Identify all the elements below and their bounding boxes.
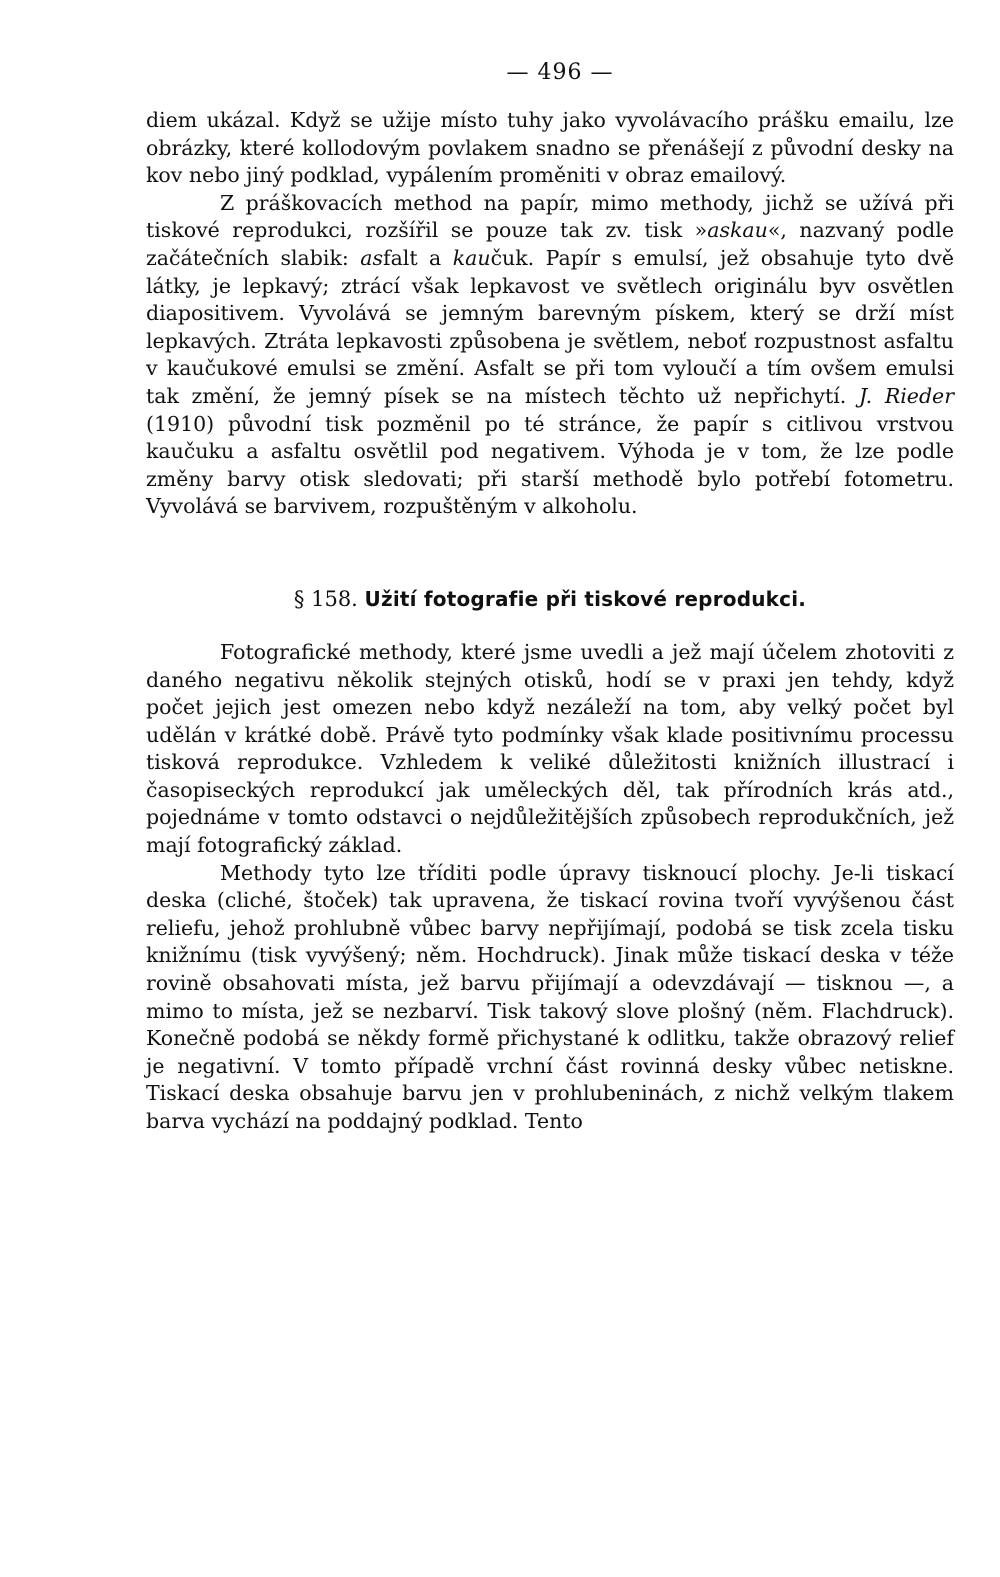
document-page bbox=[146, 60, 954, 1136]
text-run: diem ukázal. Když se užije místo tuhy jako vyvolávacího prášku emailu, lze obrázky, které kollodovým povlakem snadno se přenášejí z původní desky na kov nebo jiný podklad, vypálením proměniti v obraz emailový. bbox=[146, 108, 954, 188]
text-run: (1910) původní tisk pozměnil po té stránce, že papír s citlivou vrstvou kaučuku a asfaltu osvětlil pod negativem. Výhoda je v tom, že lze podle změny barvy otisk sledovati; při starší methodě bylo potřebí fotometru. Vyvolává se barvivem, rozpuštěným v alkoholu. bbox=[146, 411, 954, 519]
text-run: čuk. Papír s emulsí, jež obsahuje tyto dvě látky, je lepkavý; ztrácí však lepkavost ve světlech originálu byv osvětlen diapositivem. Vyvolává se jemným barevným pískem, který se drží míst lepkavých. Ztráta lepkavosti způsobena je světlem, neboť rozpustnost asfaltu v kaučukové emulsi se změní. Asfalt se při tom vyloučí a tím ovšem emulsi tak změní, že jemný písek se na místech těchto už nepřichytí. bbox=[146, 245, 954, 408]
body-after-section bbox=[146, 639, 954, 1136]
section-title: Užití fotografie při tiskové reprodukci. bbox=[364, 586, 807, 611]
italic-run: askau bbox=[707, 218, 768, 243]
italic-run: as bbox=[360, 245, 383, 270]
paragraph-1 bbox=[146, 107, 954, 190]
paragraph-2 bbox=[146, 190, 954, 521]
text-run: falt a bbox=[382, 245, 453, 270]
page-number: — 496 — bbox=[506, 60, 614, 85]
italic-run: kau bbox=[452, 245, 491, 270]
italic-run: J. Rieder bbox=[859, 383, 954, 408]
text-run: Methody tyto lze tříditi podle úpravy tisknoucí plochy. Je-li tiskací deska (cliché, štoček) tak upravena, že tiskací rovina tvoří vyvýšenou část reliefu, jehož prohlubně vůbec barvy nepřijímají, podobá se tisk zcela tisku knižnímu (tisk vyvýšený; něm. Hochdruck). Jinak může tiskací deska v téže rovině obsahovati místa, jež barvu přijímají a odevzdávají — tisknou —, a mimo to místa, jež se nezbarví. Tisk takový slove plošný (něm. Flachdruck). Konečně podobá se někdy formě přichystané k odlitku, takže obrazový relief je negativní. V tomto případě vrchní část rovinná desky vůbec netiskne. Tiskací deska obsahuje barvu jen v prohlubeninách, z nichž velkým tlakem barva vychází na poddajný podklad. Tento bbox=[146, 860, 954, 1133]
paragraph-4 bbox=[146, 860, 954, 1136]
body-before-section bbox=[146, 107, 954, 521]
paragraph-3 bbox=[146, 639, 954, 860]
text-run: «, nazvaný podle začátečních slabik: bbox=[146, 218, 954, 270]
section-number: § 158. bbox=[293, 586, 358, 611]
text-run: Fotografické methody, které jsme uvedli a jež mají účelem zhotoviti z daného negativu několik stejných otisků, hodí se v praxi jen tehdy, když počet jejich jest omezen nebo když nezáleží na tom, aby velký počet byl udělán v krátké době. Právě tyto podmínky však klade positivnímu processu tisková reprodukce. Vzhledem k veliké důležitosti knižních illustrací i časopiseckých reprodukcí jak uměleckých děl, tak přírodních krás atd., pojednáme v tomto odstavci o nejdůležitějších způsobech reprodukčních, jež mají fotografický základ. bbox=[146, 639, 954, 858]
section-heading bbox=[146, 585, 954, 613]
text-run: Z práškovacích method na papír, mimo methody, jichž se užívá při tiskové reprodukci, rozšířil se pouze tak zv. tisk » bbox=[146, 190, 954, 243]
